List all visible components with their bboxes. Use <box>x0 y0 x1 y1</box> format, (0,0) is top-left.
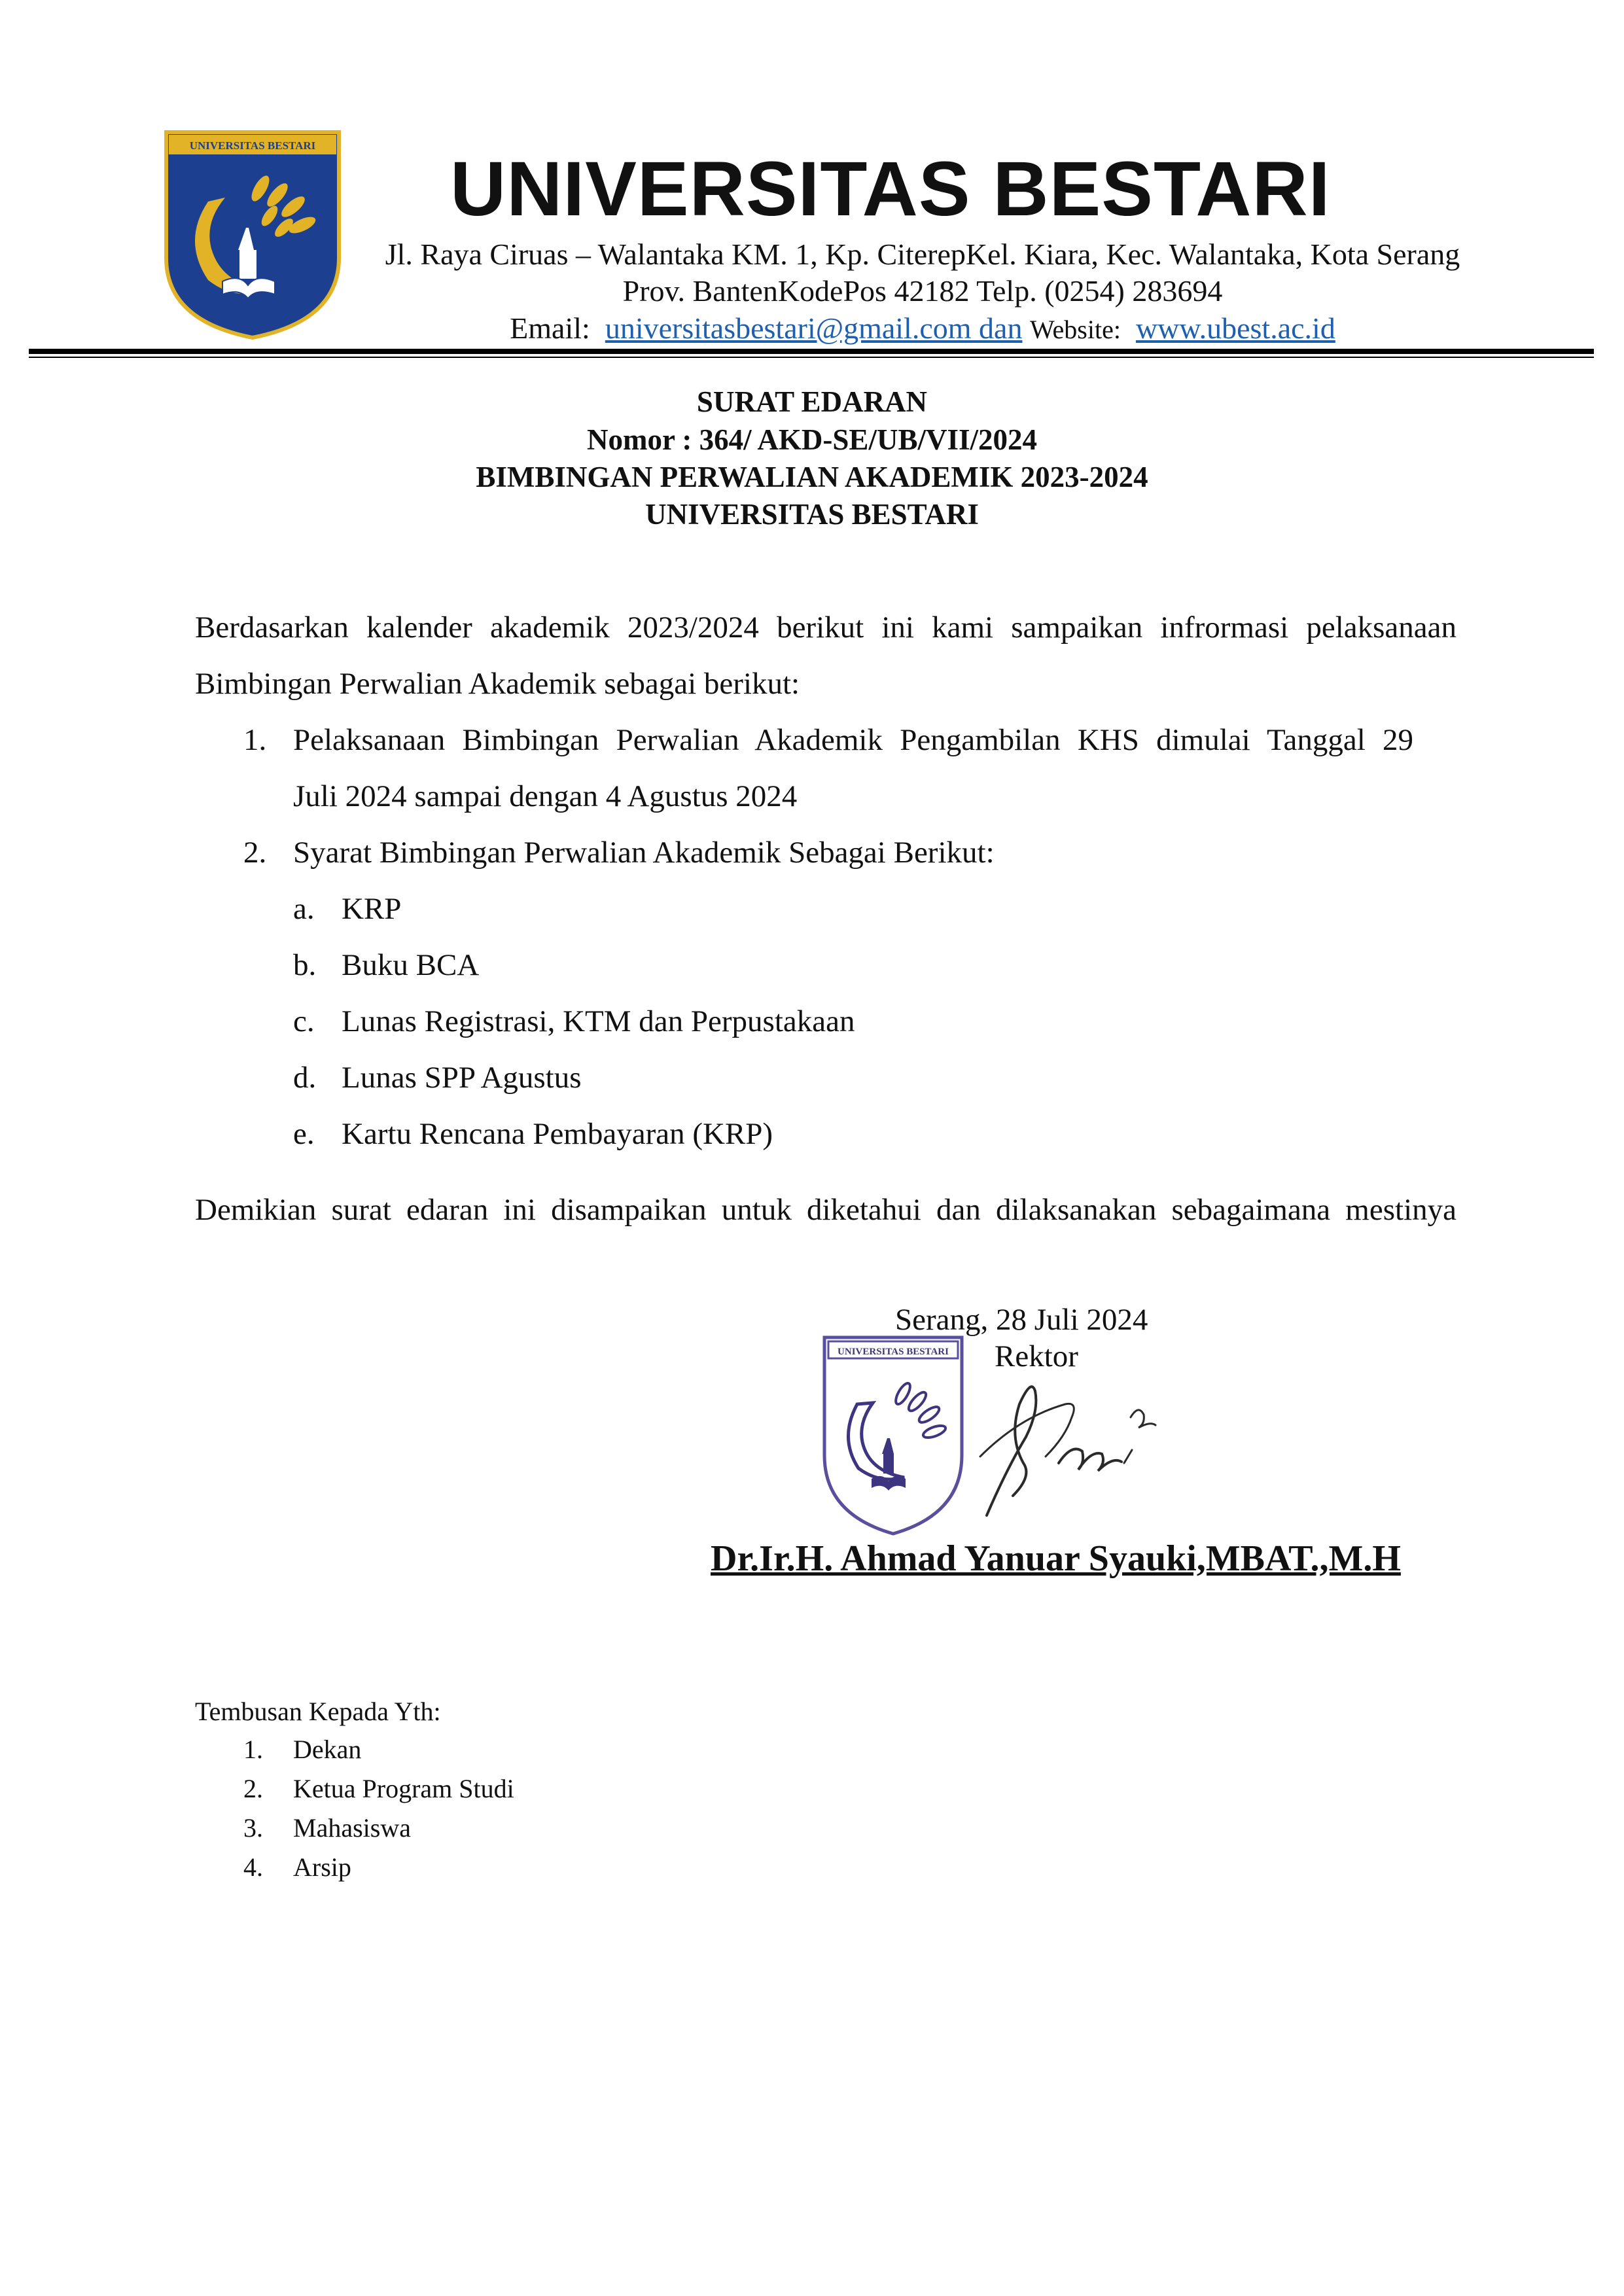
signatory-name: Dr.Ir.H. Ahmad Yanuar Syauki,MBAT.,M.H <box>711 1538 1401 1579</box>
list-item-text: Pelaksanaan Bimbingan Perwalian Akademik Pengambilan KHS dimulai Tanggal 29 <box>293 723 1413 757</box>
letter-institution: UNIVERSITAS BESTARI <box>645 498 979 531</box>
list-item-text-continued: Juli 2024 sampai dengan 4 Agustus 2024 <box>293 779 798 813</box>
list-item-text: Syarat Bimbingan Perwalian Akademik Sebagai Berikut: <box>293 836 995 870</box>
cc-recipient: Dekan <box>293 1735 362 1764</box>
logo-text: UNIVERSITAS BESTARI <box>189 139 316 152</box>
header-divider <box>29 349 1594 354</box>
requirement-letter: c. <box>293 1004 315 1038</box>
email-link[interactable]: universitasbestari@gmail.com dan <box>605 311 1023 345</box>
contact-line <box>366 313 1479 344</box>
cc-number: 1. <box>243 1735 263 1764</box>
requirement-item: Lunas Registrasi, KTM dan Perpustakaan <box>342 1004 855 1038</box>
requirement-letter: e. <box>293 1117 315 1151</box>
cc-recipient: Arsip <box>293 1852 351 1882</box>
website-label: Website: <box>1029 315 1121 344</box>
requirement-item: Buku BCA <box>342 948 480 982</box>
website-link[interactable]: www.ubest.ac.id <box>1135 311 1335 345</box>
intro-paragraph-line-2: Bimbingan Perwalian Akademik sebagai berikut: <box>195 667 800 701</box>
intro-paragraph-line-1: Berdasarkan kalender akademik 2023/2024 berikut ini kami sampaikan infrormasi pelaksanaan <box>195 610 1456 645</box>
university-name: UNIVERSITAS BESTARI <box>450 146 1331 232</box>
letter-subject: BIMBINGAN PERWALIAN AKADEMIK 2023-2024 <box>476 461 1148 493</box>
handwritten-signature <box>967 1365 1187 1522</box>
requirement-letter: b. <box>293 948 317 982</box>
university-logo <box>162 130 343 340</box>
requirement-letter: a. <box>293 892 315 926</box>
address-line-2: Prov. BantenKodePos 42182 Telp. (0254) 283694 <box>622 274 1223 308</box>
cc-number: 3. <box>243 1813 263 1843</box>
cc-number: 4. <box>243 1852 263 1882</box>
closing-paragraph: Demikian surat edaran ini disampaikan untuk diketahui dan dilaksanakan sebagaimana mestinya <box>195 1193 1456 1227</box>
requirement-letter: d. <box>293 1061 317 1095</box>
header-divider-thin <box>29 357 1594 358</box>
university-stamp <box>819 1333 967 1538</box>
requirement-item: Lunas SPP Agustus <box>342 1061 582 1095</box>
stamp-text: UNIVERSITAS BESTARI <box>838 1347 949 1357</box>
signatory-role: Rektor <box>995 1339 1078 1373</box>
list-item-number: 1. <box>243 723 267 757</box>
letter-type-title: SURAT EDARAN <box>696 385 928 418</box>
cc-number: 2. <box>243 1774 263 1803</box>
requirement-item: Kartu Rencana Pembayaran (KRP) <box>342 1117 773 1151</box>
address-line-1: Jl. Raya Ciruas – Walantaka KM. 1, Kp. CiterepKel. Kiara, Kec. Walantaka, Kota Serang <box>385 238 1460 271</box>
letter-number: Nomor : 364/ AKD-SE/UB/VII/2024 <box>587 423 1037 456</box>
cc-heading: Tembusan Kepada Yth: <box>195 1697 441 1726</box>
cc-recipient: Ketua Program Studi <box>293 1774 514 1803</box>
cc-recipient: Mahasiswa <box>293 1813 411 1843</box>
requirement-item: KRP <box>342 892 402 926</box>
list-item-number: 2. <box>243 836 267 870</box>
place-and-date: Serang, 28 Juli 2024 <box>895 1303 1148 1337</box>
email-label: Email: <box>510 311 590 345</box>
